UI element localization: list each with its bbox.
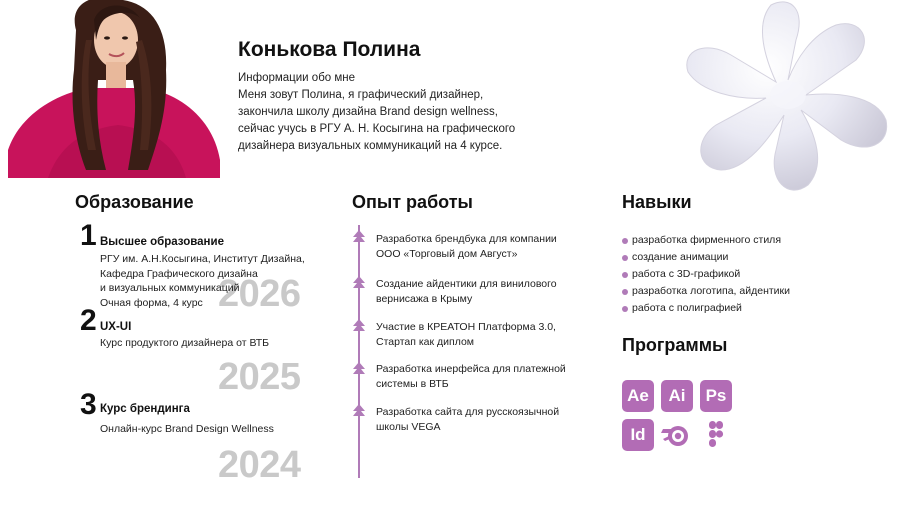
work-line: Стартап как диплом — [376, 335, 475, 348]
education-heading: Высшее образование — [100, 236, 224, 248]
work-line: Разработка сайта для русскоязычной — [376, 406, 560, 418]
work-line: системы в ВТБ — [376, 377, 449, 390]
education-details — [100, 336, 269, 351]
skill-label: создание анимации — [632, 251, 729, 263]
education-line: Онлайн-курс Brand Design Wellness — [100, 423, 274, 435]
education-number: 1 — [80, 219, 97, 252]
education-line: Курс продуктого дизайнера от ВТБ — [100, 337, 270, 349]
bullet-icon — [622, 306, 628, 312]
work-line: Создание айдентики для винилового — [376, 278, 557, 290]
about-line: закончила школу дизайна Brand design wellness, — [238, 106, 498, 118]
programs-title: Программы — [622, 335, 728, 355]
year-label: 2024 — [218, 444, 301, 486]
education-title: Образование — [75, 192, 194, 212]
about-line: дизайнера визуальных коммуникаций на 4 курсе. — [238, 140, 503, 152]
bullet-icon — [622, 272, 628, 278]
bullet-icon — [622, 289, 628, 295]
skill-label: работа с полиграфией — [632, 302, 742, 314]
work-item — [376, 320, 576, 349]
year-label: 2025 — [218, 356, 301, 398]
work-line: ООО «Торговый дом Август» — [376, 247, 518, 260]
skill-item — [622, 232, 790, 249]
profile-photo — [8, 0, 220, 178]
figma-icon — [700, 419, 732, 451]
work-line: Участие в КРЕАТОН Платформа 3.0, — [376, 321, 556, 333]
skill-item — [622, 249, 790, 266]
illustrator-icon: Ai — [661, 380, 693, 412]
work-item — [376, 277, 576, 306]
timeline-marker-icon — [352, 276, 366, 290]
work-line: Разработка инерфейса для платежной — [376, 363, 566, 375]
education-line: Кафедра Графического дизайна — [100, 267, 258, 280]
bullet-icon — [622, 238, 628, 244]
work-item — [376, 362, 576, 391]
timeline-marker-icon — [352, 362, 366, 376]
work-item — [376, 405, 576, 434]
photoshop-icon: Ps — [700, 380, 732, 412]
about-line: сейчас учусь в РГУ А. Н. Косыгина на графического — [238, 123, 516, 135]
blender-icon — [659, 419, 691, 451]
education-line: и визуальных коммуникаций — [100, 282, 240, 294]
education-line: РГУ им. А.Н.Косыгина, Институт Дизайна, — [100, 253, 305, 265]
timeline-marker-icon — [352, 319, 366, 333]
education-line: Очная форма, 4 курс — [100, 296, 203, 309]
about-line: Информации обо мне — [238, 72, 356, 84]
skill-label: разработка логотипа, айдентики — [632, 285, 790, 297]
decorative-star-shape — [676, 0, 900, 195]
skills-title: Навыки — [622, 192, 692, 212]
education-number: 2 — [80, 304, 97, 337]
bullet-icon — [622, 255, 628, 261]
timeline-line — [358, 225, 360, 478]
indesign-icon: Id — [622, 419, 654, 451]
work-item — [376, 232, 576, 261]
education-heading: Курс брендинга — [100, 403, 190, 415]
skill-label: работа с 3D-графикой — [632, 268, 741, 280]
after-effects-icon: Ae — [622, 380, 654, 412]
timeline-marker-icon — [352, 404, 366, 418]
work-title: Опыт работы — [352, 192, 473, 212]
education-details — [100, 422, 274, 437]
work-line: Разработка брендбука для компании — [376, 233, 557, 245]
skill-item — [622, 266, 790, 283]
education-heading: UX-UI — [100, 321, 132, 333]
work-line: вернисажа в Крыму — [376, 292, 473, 305]
education-number: 3 — [80, 388, 97, 421]
work-line: школы VEGA — [376, 420, 441, 433]
skill-item — [622, 283, 790, 300]
education-details — [100, 252, 305, 310]
skill-label: разработка фирменного стиля — [632, 234, 781, 246]
skills-list — [622, 232, 790, 317]
about-text — [238, 70, 528, 155]
year-label: 2026 — [218, 273, 301, 315]
timeline-marker-icon — [352, 230, 366, 244]
skill-item — [622, 300, 790, 317]
person-name: Конькова Полина — [238, 38, 421, 61]
about-line: Меня зовут Полина, я графический дизайнер, — [238, 89, 484, 101]
